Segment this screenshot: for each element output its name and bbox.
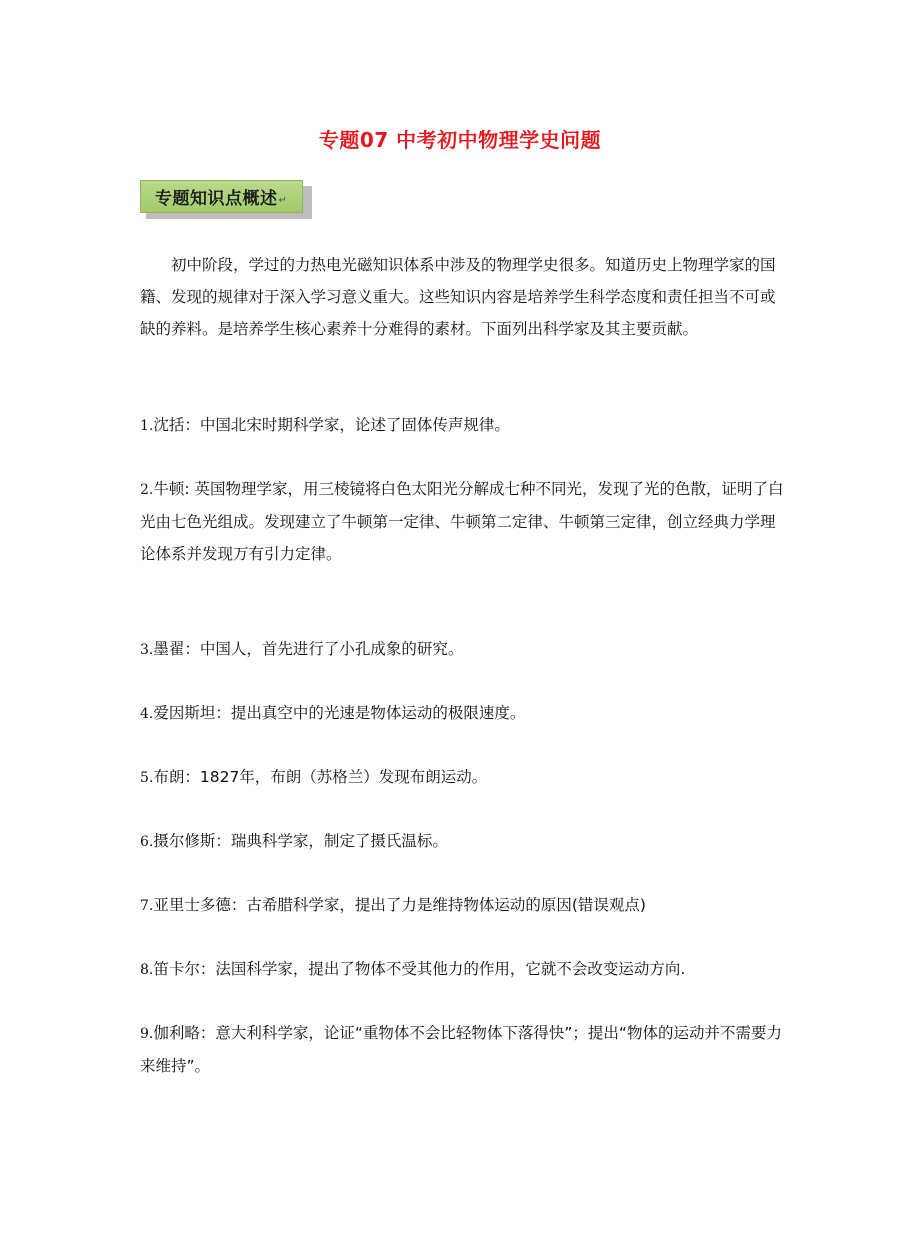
- item-text: 墨翟：中国人，首先进行了小孔成象的研究。: [153, 640, 464, 658]
- item-number: 2.: [140, 482, 154, 498]
- item-number: 6.: [140, 834, 154, 850]
- item-number: 1.: [140, 418, 154, 434]
- document-title: 专题07 中考初中物理学史问题: [318, 128, 602, 152]
- item-text: 亚里士多德：古希腊科学家，提出了力是维持物体运动的原因(错误观点): [153, 896, 646, 914]
- list-item: [140, 697, 788, 730]
- section-banner-box: [140, 180, 303, 213]
- section-heading: 专题知识点概述: [155, 189, 278, 209]
- list-item: [140, 1017, 788, 1082]
- intro-paragraph: 初中阶段，学过的力热电光磁知识体系中涉及的物理学史很多。知道历史上物理学家的国籍、发现的规律对于深入学习意义重大。这些知识内容是培养学生科学态度和责任担当不可或缺的养料。是培养学生核心素养十分难得的素材。下面列出科学家及其主要贡献。: [140, 256, 776, 338]
- item-number: 9.: [140, 1026, 154, 1042]
- item-text: 沈括：中国北宋时期科学家，论述了固体传声规律。: [153, 416, 510, 434]
- item-text: 伽利略：意大利科学家，论证“重物体不会比轻物体下落得快”；提出“物体的运动并不需要力来维持”。: [140, 1024, 782, 1075]
- paragraph-mark-icon: ↵: [278, 195, 288, 206]
- list-item: [140, 409, 788, 442]
- list-item: [140, 953, 788, 986]
- item-text: 牛顿: 英国物理学家，用三棱镜将白色太阳光分解成七种不同光，发现了光的色散，证明了白光由七色光组成。发现建立了牛顿第一定律、牛顿第二定律、牛顿第三定律，创立经典力学理论体系并发现万有引力定律。: [140, 480, 784, 563]
- item-number: 3.: [140, 642, 154, 658]
- list-item: [140, 473, 788, 570]
- item-number: 4.: [140, 706, 154, 722]
- list-item: [140, 761, 788, 794]
- item-text: 爱因斯坦：提出真空中的光速是物体运动的极限速度。: [153, 704, 526, 722]
- item-number: 5.: [140, 770, 154, 786]
- section-banner: [140, 180, 306, 216]
- list-item: [140, 825, 788, 858]
- item-text: 布朗：1827年，布朗（苏格兰）发现布朗运动。: [153, 768, 488, 786]
- item-number: 8.: [140, 962, 154, 978]
- item-text: 摄尔修斯：瑞典科学家，制定了摄氏温标。: [153, 832, 448, 850]
- list-item: [140, 633, 788, 666]
- item-number: 7.: [140, 898, 154, 914]
- item-text: 笛卡尔：法国科学家，提出了物体不受其他力的作用，它就不会改变运动方向.: [153, 960, 686, 978]
- list-item: [140, 889, 788, 922]
